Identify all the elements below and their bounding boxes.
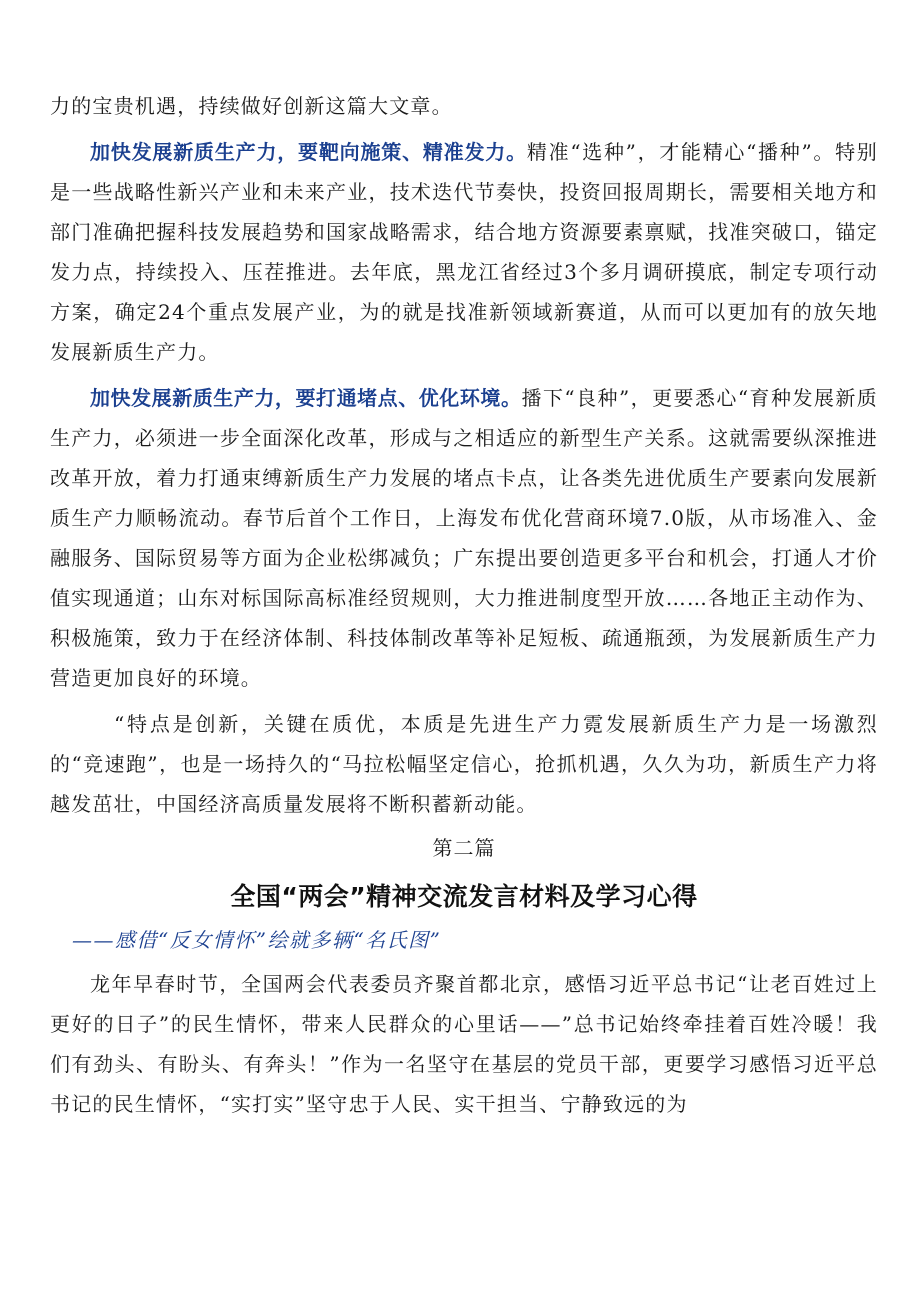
document-title: 全国“两会”精神交流发言材料及学习心得	[230, 882, 698, 911]
paragraph-body-targeted-policy: 精准“选种”，才能精心“播种”。特别是一些战略性新兴产业和未来产业，技术迭代节奏快，投资回报周期长，需要相关地方和部门准确把握科技发展趋势和国家战略需求，结合地方资源要素禀赋，找准突破口，锚定发力点，持续投入、压茬推进。去年底，黑龙江省经过3个多月调研摸底，制定专项行动方案，确定24个重点发展产业，为的就是找准新领域新赛道，从而可以更加有的放矢地发展新质生产力。	[50, 140, 878, 364]
paragraph-heading-clear-blockages: 加快发展新质生产力，要打通堵点、优化环境。	[90, 386, 522, 410]
paragraph-body-clear-blockages: 播下“良种”，更要悉心“育种发展新质生产力，必须进一步全面深化改革，形成与之相适应的新型生产关系。这就需要纵深推进改革开放，着力打通束缚新质生产力发展的堵点卡点，让各类先进优质生产要素向发展新质生产力顺畅流动。春节后首个工作日，上海发布优化营商环境7.0版，从市场准入、金融服务、国际贸易等方面为企业松绑减负；广东提出要创造更多平台和机会，打通人才价值实现通道；山东对标国际高标准经贸规则，大力推进制度型开放……各地正主动作为、积极施策，致力于在经济体制、科技体制改革等补足短板、疏通瓶颈，为发展新质生产力营造更加良好的环境。	[50, 386, 878, 690]
intro-line: 力的宝贵机遇，持续做好创新这篇大文章。	[50, 94, 453, 118]
paragraph-opening: 龙年早春时节，全国两会代表委员齐聚首都北京，感悟习近平总书记“让老百姓过上更好的日子”的民生情怀，带来人民群众的心里话——”总书记始终牵挂着百姓冷暖！我们有劲头、有盼头、有奔头！”作为一名坚守在基层的党员干部，更要学习感悟习近平总书记的民生情怀，“实打实”坚守忠于人民、实干担当、宁静致远的为	[50, 972, 878, 1116]
paragraph-heading-targeted-policy: 加快发展新质生产力，要靶向施策、精准发力。	[90, 140, 527, 164]
paragraph-conclusion: “特点是创新，关键在质优，本质是先进生产力霓发展新质生产力是一场激烈的“竞速跑”，也是一场持久的“马拉松幅坚定信心，抢抓机遇，久久为功，新质生产力将越发茁壮，中国经济高质量发展将不断积蓄新动能。	[50, 712, 878, 816]
document-subtitle: ——感借“反女情怀”绘就多辆“名氏图”	[72, 928, 442, 952]
paragraph-targeted-policy	[50, 132, 878, 372]
paragraph-clear-blockages	[50, 378, 878, 698]
section-label: 第二篇	[432, 836, 496, 860]
